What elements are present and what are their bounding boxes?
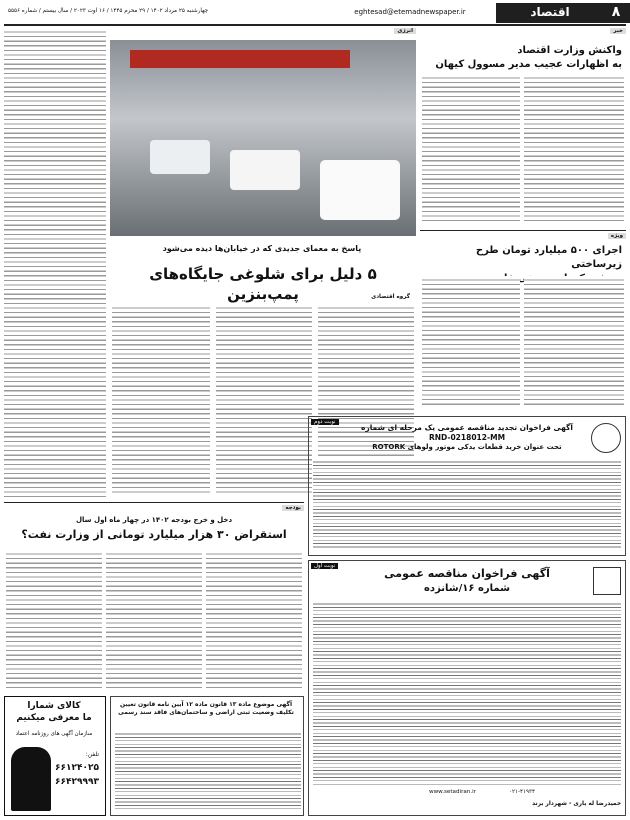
ad-tag: نوبت دوم bbox=[311, 419, 339, 425]
page-number: ۸ bbox=[611, 4, 621, 20]
roof bbox=[130, 50, 350, 68]
ad-title: آگهی فراخوان مناقصه عمومی bbox=[384, 567, 550, 580]
article-title: اجرای ۵۰۰ میلیارد تومان طرح زیرساختی bbox=[475, 245, 622, 270]
ad-phone: ۰۲۱-۴۱۹۳۴ bbox=[509, 789, 536, 795]
ad-subtitle: تحت عنوان خرید قطعات یدکی موتور ولوهای ROTORK bbox=[372, 443, 562, 451]
ad-phone1: ۶۶۱۲۴۰۲۵ bbox=[55, 763, 99, 773]
ad-line2: ما معرفی میکنیم bbox=[16, 713, 92, 723]
ad-rotork bbox=[308, 416, 626, 556]
article-body-left bbox=[422, 74, 520, 224]
article-continuation bbox=[4, 28, 106, 498]
ad-phone2: ۶۶۴۲۹۹۹۳ bbox=[55, 777, 99, 787]
article-tag: انرژی bbox=[394, 28, 416, 34]
car bbox=[150, 140, 210, 174]
article-body-col2 bbox=[216, 304, 312, 494]
article-body-right bbox=[524, 74, 624, 224]
article-title: استقراض ۳۰ هزار میلیارد تومانی از وزارت نفت؟ bbox=[21, 528, 287, 541]
people-illustration bbox=[11, 747, 51, 811]
article-body-left bbox=[422, 276, 520, 406]
article-tag: ویژه bbox=[608, 233, 626, 239]
ad-line1: کالای شمارا bbox=[27, 701, 81, 711]
ad-body bbox=[313, 601, 621, 787]
article-body-col2 bbox=[106, 550, 202, 688]
masthead-dateline: چهارشنبه ۲۵ مرداد ۱۴۰۲ / ۲۹ محرم ۱۴۴۵ / ۱۶ اوت ۲۰۲۳ / سال بیستم / شماره ۵۵۵۶ bbox=[8, 8, 209, 14]
ad-url[interactable]: www.setadiran.ir bbox=[429, 789, 476, 795]
car bbox=[230, 150, 300, 190]
article-fars bbox=[420, 230, 626, 410]
article-body-col3 bbox=[6, 550, 102, 688]
ad-body bbox=[115, 731, 301, 811]
article-ministry bbox=[420, 28, 626, 228]
article-tag: بودجه bbox=[282, 505, 304, 511]
ad-ref: RND-0218012-MM bbox=[428, 433, 506, 442]
ad-org: سازمان آگهی های روزنامه اعتماد bbox=[15, 731, 93, 737]
article-body-right bbox=[524, 276, 624, 406]
masthead-rule bbox=[4, 24, 626, 26]
ad-table bbox=[313, 459, 621, 549]
article-kicker: دخل و خرج بودجه ۱۴۰۲ در چهار ماه اول سال bbox=[75, 516, 233, 524]
ad-tender bbox=[308, 560, 626, 816]
ad-forum bbox=[110, 696, 304, 816]
ad-phone-label: تلفن: bbox=[85, 751, 99, 758]
article-body-col3 bbox=[112, 304, 210, 494]
company-logo bbox=[591, 423, 621, 453]
article-budget bbox=[4, 502, 304, 692]
ad-signature: حمیدرضا له یاری - شهردار برند bbox=[532, 801, 621, 807]
article-subhead: گروه اقتصادی bbox=[371, 294, 410, 300]
masthead bbox=[0, 0, 630, 26]
section-title: اقتصاد bbox=[530, 5, 570, 19]
article-title: واکنش وزارت اقتصاد به اظهارات عجیب مدیر مسوول کیهان bbox=[435, 45, 622, 70]
article-kicker: پاسخ به معمای جدیدی که در خیابان‌ها دیده می‌شود bbox=[162, 244, 362, 253]
divider bbox=[420, 230, 626, 231]
ad-title: آگهی موضوع ماده ۱۳ قانون ماده ۱۲ آیین نامه قانون تعیین تکلیف وضعیت ثبتی اراضی و ساختمان‌های فاقد سند رسمی bbox=[118, 701, 294, 716]
ad-number: شماره ۱۶/شانزده bbox=[424, 583, 510, 594]
ad-phone-box bbox=[4, 696, 106, 816]
car bbox=[320, 160, 400, 220]
article-tag: خبر bbox=[610, 28, 626, 34]
article-title: ۵ دلیل برای شلوغی جایگاه‌های پمپ‌بنزین bbox=[149, 265, 377, 303]
municipality-logo bbox=[593, 567, 621, 595]
masthead-email[interactable]: eghtesad@etemadnewspaper.ir bbox=[354, 8, 466, 16]
ad-tag: نوبت اول bbox=[311, 563, 338, 569]
ad-title: آگهی فراخوان تجدید مناقصه عمومی یک مرحله ای شماره bbox=[361, 423, 573, 432]
gas-station-photo bbox=[110, 40, 416, 236]
article-body-col1 bbox=[206, 550, 302, 688]
divider bbox=[4, 502, 304, 503]
